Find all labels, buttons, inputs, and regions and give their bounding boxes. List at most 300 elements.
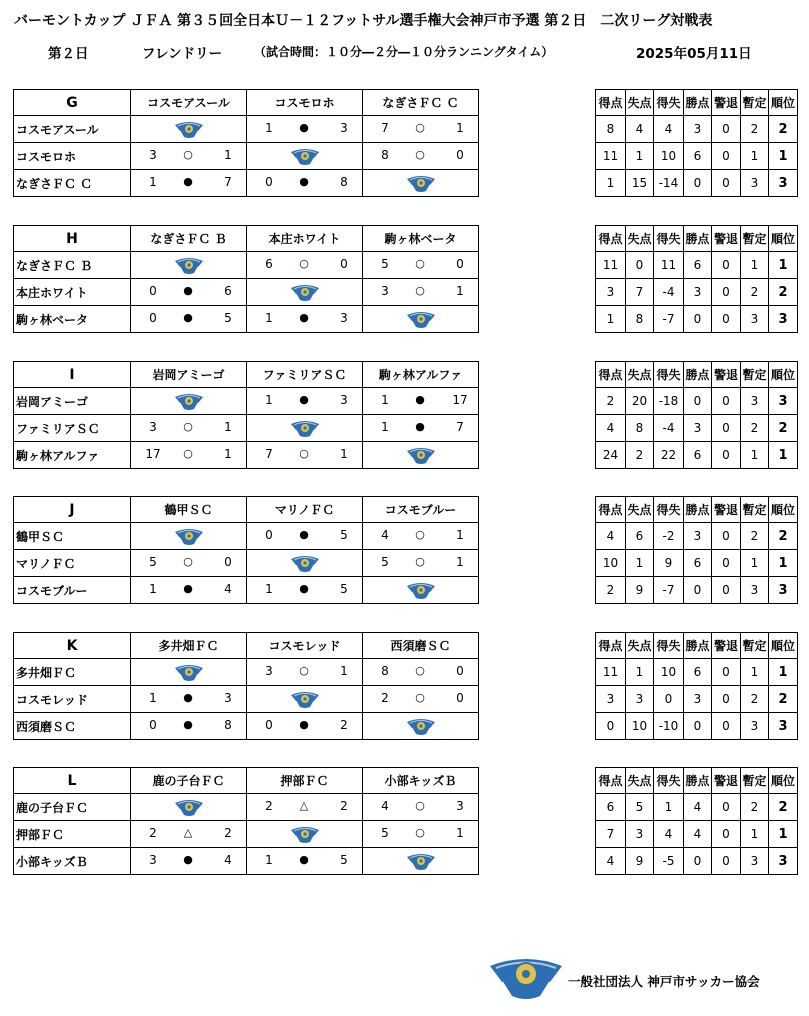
standings-cell: 1 bbox=[741, 143, 769, 170]
self-match-cell bbox=[247, 821, 363, 848]
score-against: 1 bbox=[340, 664, 348, 678]
standings-cell: 1 bbox=[741, 821, 769, 848]
standings-cell: -2 bbox=[654, 523, 684, 550]
association-emblem-icon bbox=[174, 662, 204, 682]
standings-cell: 6 bbox=[684, 143, 712, 170]
match-result-cell bbox=[363, 279, 479, 306]
table-row bbox=[596, 388, 798, 415]
match-result-cell bbox=[363, 821, 479, 848]
standings-cell: 22 bbox=[654, 442, 684, 469]
standings-cell: 1 bbox=[596, 170, 626, 197]
score-for: 2 bbox=[149, 826, 157, 840]
score-against: 3 bbox=[456, 799, 464, 813]
score-against: 4 bbox=[224, 853, 232, 867]
score-against: 1 bbox=[340, 447, 348, 461]
standings-cell: 0 bbox=[684, 713, 712, 740]
day-label: 第２日 bbox=[48, 46, 89, 62]
standings-cell: 4 bbox=[596, 415, 626, 442]
table-row bbox=[14, 116, 479, 143]
score-against: 3 bbox=[340, 121, 348, 135]
table-row bbox=[596, 659, 798, 686]
row-team-name: 小部キッズＢ bbox=[14, 848, 131, 875]
row-team-name: 駒ヶ林ベータ bbox=[14, 306, 131, 333]
score-against: 0 bbox=[456, 664, 464, 678]
score-against: 3 bbox=[224, 691, 232, 705]
standings-cell: 2 bbox=[626, 442, 654, 469]
column-team-name: コスモレッド bbox=[247, 633, 363, 659]
standings-cell: 0 bbox=[684, 170, 712, 197]
match-result-cell bbox=[363, 143, 479, 170]
standings-header: 暫定 bbox=[741, 362, 769, 388]
rank-cell: 2 bbox=[769, 686, 798, 713]
table-row bbox=[596, 415, 798, 442]
match-result-cell bbox=[363, 388, 479, 415]
table-row bbox=[14, 252, 479, 279]
result-mark: ● bbox=[299, 393, 309, 406]
standings-cell: 3 bbox=[626, 686, 654, 713]
result-mark: ○ bbox=[415, 257, 425, 270]
rank-cell: 1 bbox=[769, 659, 798, 686]
standings-cell: 1 bbox=[626, 143, 654, 170]
score-against: 17 bbox=[452, 393, 468, 407]
standings-cell: 4 bbox=[654, 116, 684, 143]
score-against: 2 bbox=[224, 826, 232, 840]
score-for: 0 bbox=[265, 718, 273, 732]
score-against: 1 bbox=[456, 555, 464, 569]
standings-cell: 2 bbox=[741, 415, 769, 442]
association-emblem-icon bbox=[406, 309, 436, 329]
standings-cell: 9 bbox=[626, 848, 654, 875]
rank-cell: 2 bbox=[769, 415, 798, 442]
standings-header: 順位 bbox=[769, 226, 798, 252]
rank-cell: 2 bbox=[769, 523, 798, 550]
standings-cell: 2 bbox=[741, 279, 769, 306]
result-mark: ● bbox=[183, 691, 193, 704]
standings-header: 勝点 bbox=[684, 362, 712, 388]
result-mark: ○ bbox=[415, 826, 425, 839]
standings-header: 得失 bbox=[654, 768, 684, 794]
standings-header: 失点 bbox=[626, 226, 654, 252]
standings-cell: 0 bbox=[712, 794, 741, 821]
footer-organization: 一般社団法人 神戸市サッカー協会 bbox=[568, 974, 760, 989]
standings-header: 警退 bbox=[712, 90, 741, 116]
standings-cell: 0 bbox=[712, 252, 741, 279]
standings-header: 警退 bbox=[712, 497, 741, 523]
standings-cell: 9 bbox=[626, 577, 654, 604]
column-team-name: なぎさＦＣ Ｂ bbox=[131, 226, 247, 252]
self-match-cell bbox=[247, 415, 363, 442]
standings-cell: 3 bbox=[626, 821, 654, 848]
standings-cell: 8 bbox=[626, 306, 654, 333]
standings-cell: 0 bbox=[712, 848, 741, 875]
standings-header: 暫定 bbox=[741, 497, 769, 523]
standings-cell: 2 bbox=[741, 116, 769, 143]
group-standings-table bbox=[595, 767, 798, 875]
standings-cell: 0 bbox=[712, 415, 741, 442]
score-against: 1 bbox=[224, 447, 232, 461]
score-for: 0 bbox=[265, 175, 273, 189]
result-mark: △ bbox=[183, 826, 193, 839]
standings-cell: 3 bbox=[741, 713, 769, 740]
match-result-cell bbox=[131, 821, 247, 848]
column-team-name: 本庄ホワイト bbox=[247, 226, 363, 252]
table-row bbox=[596, 848, 798, 875]
score-against: 5 bbox=[224, 311, 232, 325]
result-mark: ○ bbox=[299, 257, 309, 270]
standings-cell: 0 bbox=[712, 577, 741, 604]
event-date: 2025年05月11日 bbox=[636, 46, 752, 62]
row-team-name: コスモアスール bbox=[14, 116, 131, 143]
standings-header: 得点 bbox=[596, 497, 626, 523]
rank-cell: 3 bbox=[769, 713, 798, 740]
standings-header: 得点 bbox=[596, 90, 626, 116]
standings-cell: 10 bbox=[654, 659, 684, 686]
score-for: 7 bbox=[265, 447, 273, 461]
table-row bbox=[596, 821, 798, 848]
table-row bbox=[14, 659, 479, 686]
standings-cell: 4 bbox=[596, 848, 626, 875]
result-mark: ● bbox=[183, 718, 193, 731]
column-team-name: 駒ヶ林アルファ bbox=[363, 362, 479, 388]
match-result-cell bbox=[363, 659, 479, 686]
standings-cell: 11 bbox=[596, 659, 626, 686]
table-row bbox=[14, 415, 479, 442]
rank-cell: 3 bbox=[769, 170, 798, 197]
standings-header: 警退 bbox=[712, 226, 741, 252]
column-team-name: 駒ヶ林ベータ bbox=[363, 226, 479, 252]
score-for: 1 bbox=[381, 393, 389, 407]
score-for: 8 bbox=[381, 148, 389, 162]
standings-cell: 0 bbox=[712, 713, 741, 740]
standings-cell: -5 bbox=[654, 848, 684, 875]
group-match-table bbox=[13, 767, 479, 875]
result-mark: ● bbox=[299, 582, 309, 595]
score-against: 8 bbox=[340, 175, 348, 189]
result-mark: ● bbox=[299, 718, 309, 731]
match-result-cell bbox=[131, 143, 247, 170]
standings-header: 警退 bbox=[712, 768, 741, 794]
row-team-name: コスモブルー bbox=[14, 577, 131, 604]
match-result-cell bbox=[131, 279, 247, 306]
association-emblem-icon bbox=[290, 689, 320, 709]
score-for: 1 bbox=[265, 393, 273, 407]
score-for: 2 bbox=[381, 691, 389, 705]
group-match-table bbox=[13, 496, 479, 604]
score-for: 2 bbox=[265, 799, 273, 813]
group-match-table bbox=[13, 632, 479, 740]
standings-header: 暫定 bbox=[741, 633, 769, 659]
table-row bbox=[596, 686, 798, 713]
row-team-name: なぎさＦＣ Ｂ bbox=[14, 252, 131, 279]
standings-cell: 4 bbox=[596, 523, 626, 550]
page-title: バーモントカップ ＪＦＡ 第３５回全日本Ｕ－１２フットサル選手権大会神戸市予選 第２日 二次リーグ対戦表 bbox=[14, 13, 713, 29]
group-standings-table bbox=[595, 361, 798, 469]
standings-cell: 0 bbox=[684, 848, 712, 875]
standings-cell: 6 bbox=[684, 442, 712, 469]
standings-cell: 8 bbox=[596, 116, 626, 143]
match-result-cell bbox=[363, 686, 479, 713]
standings-cell: 7 bbox=[626, 279, 654, 306]
result-mark: ● bbox=[299, 311, 309, 324]
standings-header: 勝点 bbox=[684, 226, 712, 252]
group-standings-table bbox=[595, 89, 798, 197]
standings-cell: 3 bbox=[741, 170, 769, 197]
standings-cell: -14 bbox=[654, 170, 684, 197]
standings-header: 勝点 bbox=[684, 768, 712, 794]
association-emblem-icon bbox=[174, 119, 204, 139]
rank-cell: 1 bbox=[769, 550, 798, 577]
result-mark: ○ bbox=[415, 284, 425, 297]
self-match-cell bbox=[131, 388, 247, 415]
match-result-cell bbox=[363, 550, 479, 577]
rank-cell: 3 bbox=[769, 388, 798, 415]
result-mark: ○ bbox=[183, 420, 193, 433]
standings-cell: 0 bbox=[712, 388, 741, 415]
standings-cell: 4 bbox=[684, 821, 712, 848]
association-emblem-icon bbox=[406, 851, 436, 871]
rank-cell: 2 bbox=[769, 794, 798, 821]
match-result-cell bbox=[363, 794, 479, 821]
group-name: K bbox=[14, 633, 131, 659]
standings-cell: 1 bbox=[654, 794, 684, 821]
score-against: 1 bbox=[456, 121, 464, 135]
match-result-cell bbox=[247, 848, 363, 875]
score-for: 7 bbox=[381, 121, 389, 135]
standings-cell: 6 bbox=[626, 523, 654, 550]
score-for: 4 bbox=[381, 528, 389, 542]
result-mark: ● bbox=[299, 853, 309, 866]
column-team-name: 西須磨ＳＣ bbox=[363, 633, 479, 659]
standings-header: 得点 bbox=[596, 768, 626, 794]
row-team-name: 本庄ホワイト bbox=[14, 279, 131, 306]
standings-cell: 3 bbox=[684, 686, 712, 713]
group-name: J bbox=[14, 497, 131, 523]
result-mark: ○ bbox=[415, 148, 425, 161]
standings-cell: 1 bbox=[741, 659, 769, 686]
score-against: 7 bbox=[456, 420, 464, 434]
standings-header: 暫定 bbox=[741, 90, 769, 116]
standings-cell: 0 bbox=[712, 550, 741, 577]
column-team-name: コスモブルー bbox=[363, 497, 479, 523]
association-emblem-icon bbox=[290, 553, 320, 573]
match-result-cell bbox=[247, 116, 363, 143]
score-against: 5 bbox=[340, 582, 348, 596]
standings-cell: 3 bbox=[684, 415, 712, 442]
match-result-cell bbox=[131, 848, 247, 875]
standings-header: 得点 bbox=[596, 362, 626, 388]
match-result-cell bbox=[363, 415, 479, 442]
score-against: 6 bbox=[224, 284, 232, 298]
table-row bbox=[14, 821, 479, 848]
score-for: 1 bbox=[265, 582, 273, 596]
standings-cell: 24 bbox=[596, 442, 626, 469]
table-row bbox=[14, 550, 479, 577]
match-result-cell bbox=[363, 116, 479, 143]
self-match-cell bbox=[363, 713, 479, 740]
standings-cell: -4 bbox=[654, 279, 684, 306]
score-for: 0 bbox=[149, 284, 157, 298]
table-row bbox=[14, 143, 479, 170]
rank-cell: 1 bbox=[769, 252, 798, 279]
standings-cell: 3 bbox=[684, 116, 712, 143]
standings-cell: 3 bbox=[596, 686, 626, 713]
standings-cell: 7 bbox=[596, 821, 626, 848]
self-match-cell bbox=[363, 848, 479, 875]
table-row bbox=[596, 577, 798, 604]
table-row bbox=[596, 143, 798, 170]
row-team-name: なぎさＦＣ Ｃ bbox=[14, 170, 131, 197]
standings-cell: 3 bbox=[741, 848, 769, 875]
row-team-name: コスモロホ bbox=[14, 143, 131, 170]
standings-cell: 10 bbox=[626, 713, 654, 740]
self-match-cell bbox=[131, 116, 247, 143]
standings-cell: 0 bbox=[684, 306, 712, 333]
result-mark: ○ bbox=[415, 555, 425, 568]
standings-cell: 6 bbox=[684, 252, 712, 279]
standings-cell: 0 bbox=[712, 523, 741, 550]
result-mark: ● bbox=[183, 582, 193, 595]
standings-cell: 0 bbox=[712, 659, 741, 686]
match-result-cell bbox=[247, 659, 363, 686]
rank-cell: 1 bbox=[769, 442, 798, 469]
score-against: 3 bbox=[340, 393, 348, 407]
score-against: 3 bbox=[340, 311, 348, 325]
result-mark: ● bbox=[415, 420, 425, 433]
score-for: 1 bbox=[265, 311, 273, 325]
row-team-name: 駒ヶ林アルファ bbox=[14, 442, 131, 469]
score-for: 5 bbox=[381, 826, 389, 840]
score-against: 1 bbox=[224, 148, 232, 162]
standings-cell: 0 bbox=[712, 116, 741, 143]
result-mark: ○ bbox=[415, 528, 425, 541]
row-team-name: 鹿の子台ＦＣ bbox=[14, 794, 131, 821]
standings-cell: 1 bbox=[596, 306, 626, 333]
self-match-cell bbox=[247, 550, 363, 577]
match-result-cell bbox=[131, 415, 247, 442]
standings-cell: 1 bbox=[626, 659, 654, 686]
result-mark: ○ bbox=[415, 121, 425, 134]
match-result-cell bbox=[131, 170, 247, 197]
standings-cell: -4 bbox=[654, 415, 684, 442]
standings-cell: 2 bbox=[741, 523, 769, 550]
score-for: 3 bbox=[149, 148, 157, 162]
score-against: 1 bbox=[456, 528, 464, 542]
standings-cell: 4 bbox=[626, 116, 654, 143]
result-mark: ○ bbox=[299, 447, 309, 460]
score-against: 0 bbox=[456, 257, 464, 271]
table-row bbox=[596, 306, 798, 333]
standings-cell: 3 bbox=[741, 388, 769, 415]
score-for: 1 bbox=[149, 691, 157, 705]
standings-header: 暫定 bbox=[741, 226, 769, 252]
column-team-name: ファミリアＳＣ bbox=[247, 362, 363, 388]
standings-header: 順位 bbox=[769, 362, 798, 388]
association-emblem-icon bbox=[406, 445, 436, 465]
standings-cell: 11 bbox=[596, 252, 626, 279]
standings-header: 失点 bbox=[626, 633, 654, 659]
group-match-table bbox=[13, 225, 479, 333]
footer bbox=[488, 952, 788, 1002]
association-emblem-icon bbox=[290, 418, 320, 438]
standings-header: 順位 bbox=[769, 768, 798, 794]
result-mark: ● bbox=[183, 853, 193, 866]
match-result-cell bbox=[363, 252, 479, 279]
result-mark: ● bbox=[183, 311, 193, 324]
score-for: 1 bbox=[265, 853, 273, 867]
table-row bbox=[596, 794, 798, 821]
table-row bbox=[14, 713, 479, 740]
result-mark: ○ bbox=[183, 148, 193, 161]
score-for: 1 bbox=[381, 420, 389, 434]
association-emblem-icon bbox=[406, 716, 436, 736]
score-for: 3 bbox=[381, 284, 389, 298]
standings-cell: 4 bbox=[654, 821, 684, 848]
column-team-name: コスモロホ bbox=[247, 90, 363, 116]
row-team-name: 鶴甲ＳＣ bbox=[14, 523, 131, 550]
match-result-cell bbox=[131, 306, 247, 333]
row-team-name: 押部ＦＣ bbox=[14, 821, 131, 848]
standings-cell: 5 bbox=[626, 794, 654, 821]
score-for: 3 bbox=[265, 664, 273, 678]
standings-cell: 6 bbox=[596, 794, 626, 821]
self-match-cell bbox=[363, 577, 479, 604]
table-row bbox=[596, 523, 798, 550]
result-mark: ○ bbox=[415, 664, 425, 677]
row-team-name: コスモレッド bbox=[14, 686, 131, 713]
standings-cell: 2 bbox=[741, 686, 769, 713]
result-mark: ● bbox=[183, 175, 193, 188]
score-for: 5 bbox=[381, 257, 389, 271]
standings-cell: 3 bbox=[684, 279, 712, 306]
score-for: 1 bbox=[149, 582, 157, 596]
match-result-cell bbox=[247, 794, 363, 821]
table-row bbox=[14, 848, 479, 875]
group-standings-table bbox=[595, 225, 798, 333]
score-against: 0 bbox=[456, 148, 464, 162]
rank-cell: 3 bbox=[769, 306, 798, 333]
standings-cell: 3 bbox=[741, 577, 769, 604]
row-team-name: 多井畑ＦＣ bbox=[14, 659, 131, 686]
standings-cell: 1 bbox=[626, 550, 654, 577]
column-team-name: コスモアスール bbox=[131, 90, 247, 116]
column-team-name: 多井畑ＦＣ bbox=[131, 633, 247, 659]
match-result-cell bbox=[247, 306, 363, 333]
group-standings-table bbox=[595, 496, 798, 604]
standings-header: 勝点 bbox=[684, 497, 712, 523]
group-name: I bbox=[14, 362, 131, 388]
standings-cell: 0 bbox=[684, 577, 712, 604]
standings-cell: 0 bbox=[712, 279, 741, 306]
score-against: 2 bbox=[340, 718, 348, 732]
result-mark: ○ bbox=[183, 555, 193, 568]
standings-cell: 1 bbox=[741, 442, 769, 469]
standings-header: 得失 bbox=[654, 497, 684, 523]
column-team-name: マリノＦＣ bbox=[247, 497, 363, 523]
score-for: 6 bbox=[265, 257, 273, 271]
self-match-cell bbox=[247, 143, 363, 170]
score-for: 0 bbox=[149, 718, 157, 732]
association-emblem-icon bbox=[174, 391, 204, 411]
score-for: 17 bbox=[145, 447, 161, 461]
score-for: 3 bbox=[149, 853, 157, 867]
score-for: 0 bbox=[149, 311, 157, 325]
table-row bbox=[596, 170, 798, 197]
standings-cell: 0 bbox=[654, 686, 684, 713]
standings-header: 勝点 bbox=[684, 90, 712, 116]
score-against: 7 bbox=[224, 175, 232, 189]
self-match-cell bbox=[363, 306, 479, 333]
column-team-name: 鹿の子台ＦＣ bbox=[131, 768, 247, 794]
